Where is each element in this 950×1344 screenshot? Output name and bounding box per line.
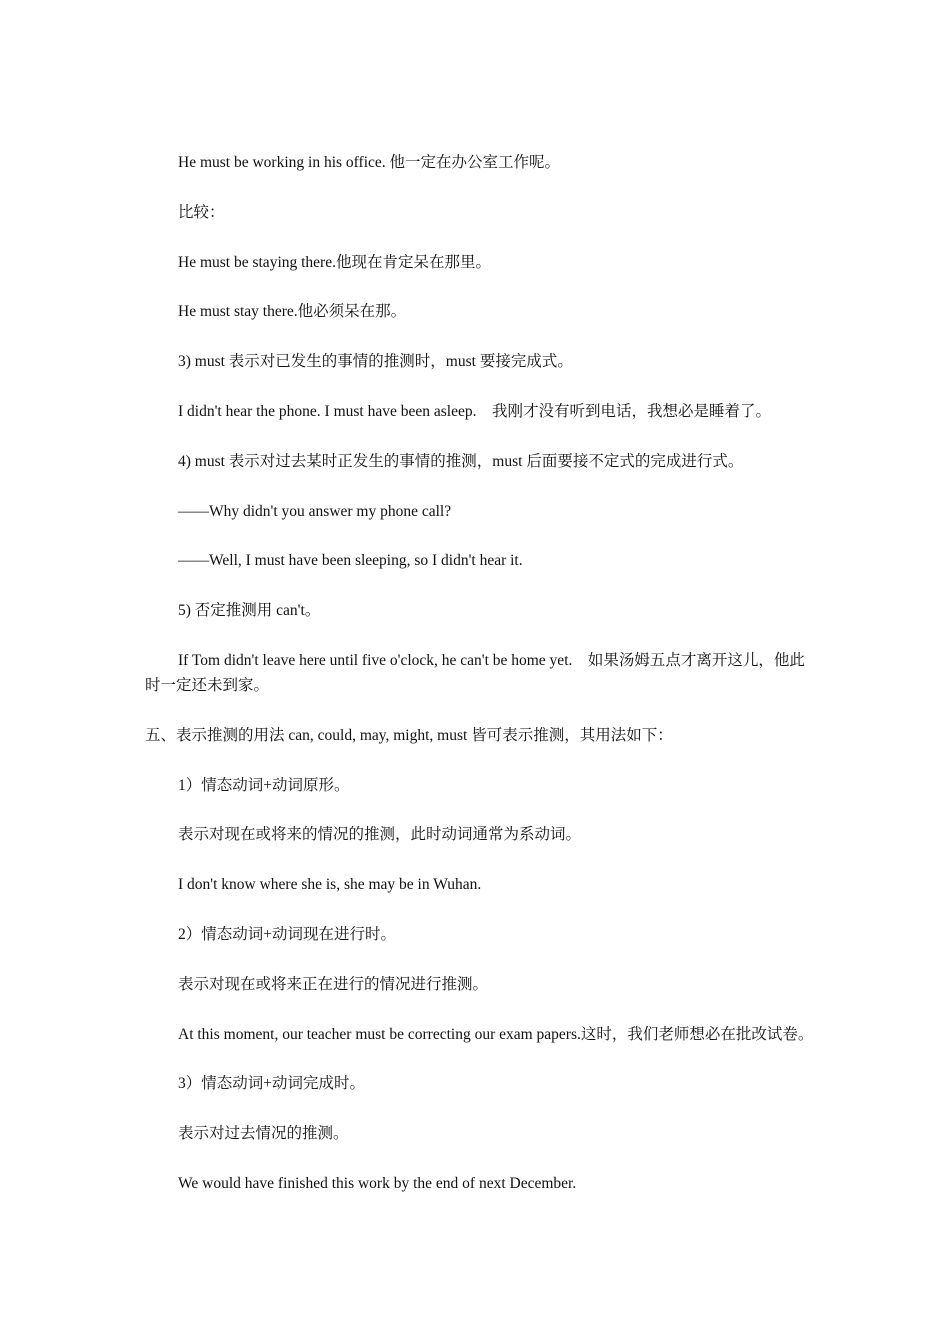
paragraph: 3) must 表示对已发生的事情的推测时，must 要接完成式。 — [178, 353, 573, 371]
section-heading: 五、表示推测的用法 can, could, may, might, must 皆可表示推测，其用法如下： — [145, 726, 673, 744]
paragraph: At this moment, our teacher must be correcting our exam papers.这时，我们老师想必在批改试卷。 — [178, 1025, 814, 1043]
paragraph: We would have finished this work by the end of next December. — [178, 1174, 577, 1192]
paragraph: 4) must 表示对过去某时正发生的事情的推测，must 后面要接不定式的完成进行式。 — [178, 452, 744, 470]
paragraph: He must be staying there.他现在肯定呆在那里。 — [178, 253, 491, 271]
paragraph: He must be working in his office. 他一定在办公室工作呢。 — [178, 154, 561, 171]
document-body — [145, 150, 817, 1221]
paragraph: I don't know where she is, she may be in Wuhan. — [178, 876, 482, 894]
paragraph: 表示对现在或将来正在进行的情况进行推测。 — [178, 975, 489, 993]
paragraph: 1）情态动词+动词原形。 — [178, 776, 350, 794]
paragraph: If Tom didn't leave here until five o'clock, he can't be home yet. 如果汤姆五点才离开这儿，他此时一定还未到家。 — [145, 651, 805, 694]
paragraph: I didn't hear the phone. I must have been asleep. 我刚才没有听到电话，我想必是睡着了。 — [178, 402, 771, 420]
paragraph: ——Well, I must have been sleeping, so I didn't hear it. — [178, 552, 523, 570]
paragraph: 2）情态动词+动词现在进行时。 — [178, 925, 396, 943]
paragraph: 5) 否定推测用 can't。 — [178, 602, 321, 620]
paragraph: 3）情态动词+动词完成时。 — [178, 1075, 365, 1093]
paragraph: 表示对现在或将来的情况的推测，此时动词通常为系动词。 — [178, 826, 582, 844]
paragraph: 表示对过去情况的推测。 — [178, 1125, 349, 1143]
paragraph: He must stay there.他必须呆在那。 — [178, 303, 407, 321]
paragraph: ——Why didn't you answer my phone call? — [178, 502, 452, 520]
paragraph: 比较： — [178, 203, 225, 221]
